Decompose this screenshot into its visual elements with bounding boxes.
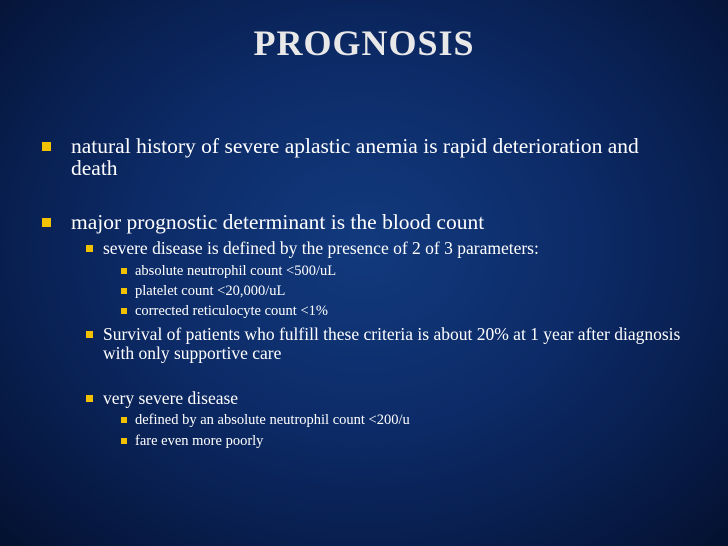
parameter-text: absolute neutrophil count <500/uL bbox=[135, 263, 337, 279]
sub-bullet-severe-disease bbox=[103, 239, 693, 258]
sub-bullet-text: Survival of patients who fulfill these criteria is about 20% at 1 year after diagnosis with only supportive care bbox=[103, 324, 681, 363]
square-bullet-icon bbox=[121, 438, 127, 444]
parameter-text: corrected reticulocyte count <1% bbox=[135, 303, 328, 319]
sub-bullet-survival bbox=[103, 325, 688, 362]
parameter-item bbox=[135, 263, 695, 279]
parameter-text: platelet count <20,000/uL bbox=[135, 283, 286, 299]
slide-title: PROGNOSIS bbox=[253, 23, 475, 63]
square-bullet-icon bbox=[42, 142, 51, 151]
very-severe-text: defined by an absolute neutrophil count <200/u bbox=[135, 412, 410, 428]
square-bullet-icon bbox=[86, 245, 93, 252]
sub-bullet-text: very severe disease bbox=[103, 388, 239, 408]
bullet-text: natural history of severe aplastic anemia is rapid deterioration and death bbox=[71, 134, 639, 180]
square-bullet-icon bbox=[86, 331, 93, 338]
bullet-natural-history bbox=[71, 135, 681, 179]
very-severe-item bbox=[135, 412, 695, 428]
parameter-item bbox=[135, 303, 695, 319]
very-severe-text: fare even more poorly bbox=[135, 433, 264, 449]
square-bullet-icon bbox=[42, 218, 51, 227]
bullet-text: major prognostic determinant is the blood count bbox=[71, 210, 485, 234]
parameter-item bbox=[135, 283, 695, 299]
bullet-prognostic-determinant bbox=[71, 211, 681, 233]
square-bullet-icon bbox=[121, 288, 127, 294]
square-bullet-icon bbox=[121, 268, 127, 274]
square-bullet-icon bbox=[86, 395, 93, 402]
square-bullet-icon bbox=[121, 417, 127, 423]
sub-bullet-text: severe disease is defined by the presence of 2 of 3 parameters: bbox=[103, 238, 539, 258]
very-severe-item bbox=[135, 433, 695, 449]
sub-bullet-very-severe bbox=[103, 389, 693, 408]
square-bullet-icon bbox=[121, 308, 127, 314]
